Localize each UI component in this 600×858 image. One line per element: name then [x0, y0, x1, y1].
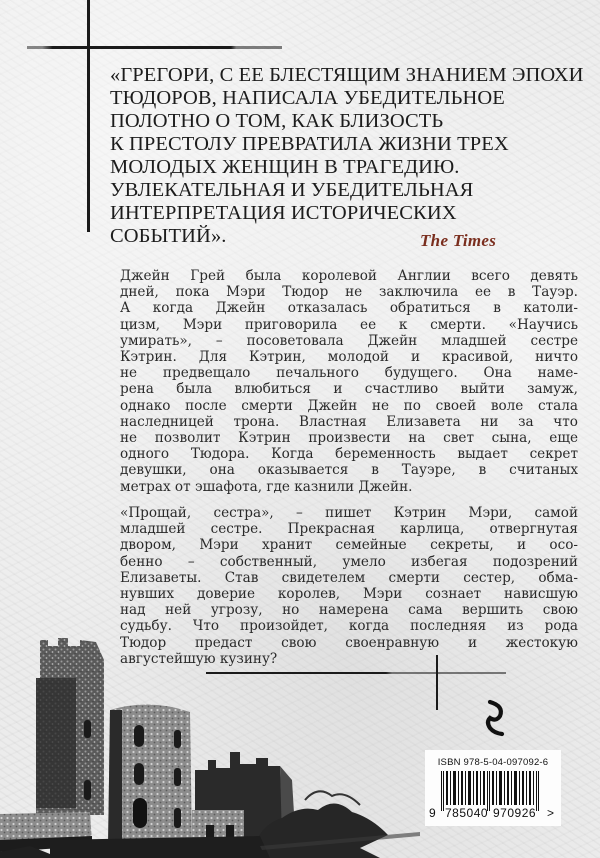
decorative-horizontal-line-top	[27, 46, 282, 49]
paragraph-line: умирать», – посоветовала Джейн младшей сестре	[120, 332, 578, 349]
paragraph-line: нувших доверие королев, Мэри сознает нависшую	[120, 586, 578, 603]
paragraph-line: метрах от эшафота, где казнили Джейн.	[120, 478, 413, 495]
paragraph-line: Кэтрин. Для Кэтрин, молодой и красивой, ничто	[120, 349, 578, 366]
paragraph-line: судьбу. Что произойдет, когда последняя из рода	[120, 618, 578, 635]
quote-line: УВЛЕКАТЕЛЬНАЯ И УБЕДИТЕЛЬНАЯ	[110, 179, 474, 201]
paragraph-line: над ней угрозу, но намерена сама вершить свою	[120, 602, 578, 619]
isbn-barcode	[425, 750, 561, 826]
paragraph-line: младшей сестре. Прекрасная карлица, отвергнутая	[120, 521, 578, 538]
paragraph-line: однако после смерти Джейн не по своей воле стала	[120, 397, 578, 414]
paragraph-line: девушки, она оказывается в Тауэре, в считаных	[120, 462, 578, 479]
quote-line: ТЮДОРОВ, НАПИСАЛА УБЕДИТЕЛЬНОЕ	[110, 87, 505, 109]
decorative-vertical-line-top	[87, 0, 90, 232]
quote-line: К ПРЕСТОЛУ ПРЕВРАТИЛА ЖИЗНИ ТРЕХ	[110, 133, 509, 155]
ean-left-group: 785040	[445, 806, 489, 820]
review-quote	[110, 64, 590, 248]
ean-first-digit: 9	[429, 806, 437, 820]
ean-right-group: 970926	[493, 806, 537, 820]
paragraph-line: Елизаветы. Став свидетелем смерти сестер, обма-	[120, 569, 578, 586]
paragraph-line: дней, пока Мэри Тюдор не заключила ее в Тауэр.	[120, 284, 578, 301]
barcode-bars-icon	[441, 771, 541, 811]
paragraph-line: не позволит Кэтрин произвести на свет сына, еще	[120, 430, 578, 447]
paragraph-line: Тюдор предаст свою своенравную и жестокую	[120, 634, 578, 651]
castle-icon	[0, 600, 420, 858]
ean-quiet-zone-marker: >	[547, 806, 555, 820]
paragraph-line: не предвещало печального будущего. Она наме-	[120, 365, 578, 382]
paragraph-line: двором, Мэри хранит семейные секреты, и осо-	[120, 537, 578, 554]
synopsis-paragraph-1	[120, 268, 578, 495]
quote-source: The Times	[420, 231, 497, 250]
paragraph-line: наследницей трона. Властная Елизавета ни за что	[120, 413, 578, 430]
quote-line: ПОЛОТНО О ТОМ, КАК БЛИЗОСТЬ	[110, 110, 444, 132]
quote-line: МОЛОДЫХ ЖЕНЩИН В ТРАГЕДИЮ.	[110, 156, 460, 178]
paragraph-line: августейшую кузину?	[120, 650, 278, 667]
paragraph-line: Джейн Грей была королевой Англии всего девять	[120, 268, 578, 284]
quote-line: СОБЫТИЙ».	[110, 225, 227, 247]
paragraph-line: «Прощай, сестра», – пишет Кэтрин Мэри, самой	[120, 505, 578, 521]
paragraph-line: бенно – собственный, умело избегая подозрений	[120, 553, 578, 570]
isbn-label: ISBN 978-5-04-097092-6	[437, 757, 549, 768]
publisher-swirl-logo-icon	[480, 698, 510, 738]
quote-line: «ГРЕГОРИ, С ЕЕ БЛЕСТЯЩИМ ЗНАНИЕМ ЭПОХИ	[110, 64, 584, 86]
paragraph-line: рена была влюбиться и счастливо выйти замуж,	[120, 381, 578, 398]
paragraph-line: цизм, Мэри приговорила ее к смерти. «Научись	[120, 316, 578, 333]
paragraph-line: одного Тюдора. Когда беременность выдает секрет	[120, 446, 578, 463]
quote-line: ИНТЕРПРЕТАЦИЯ ИСТОРИЧЕСКИХ	[110, 202, 457, 224]
paragraph-line: А когда Джейн отказалась обратиться в католи-	[120, 300, 578, 317]
